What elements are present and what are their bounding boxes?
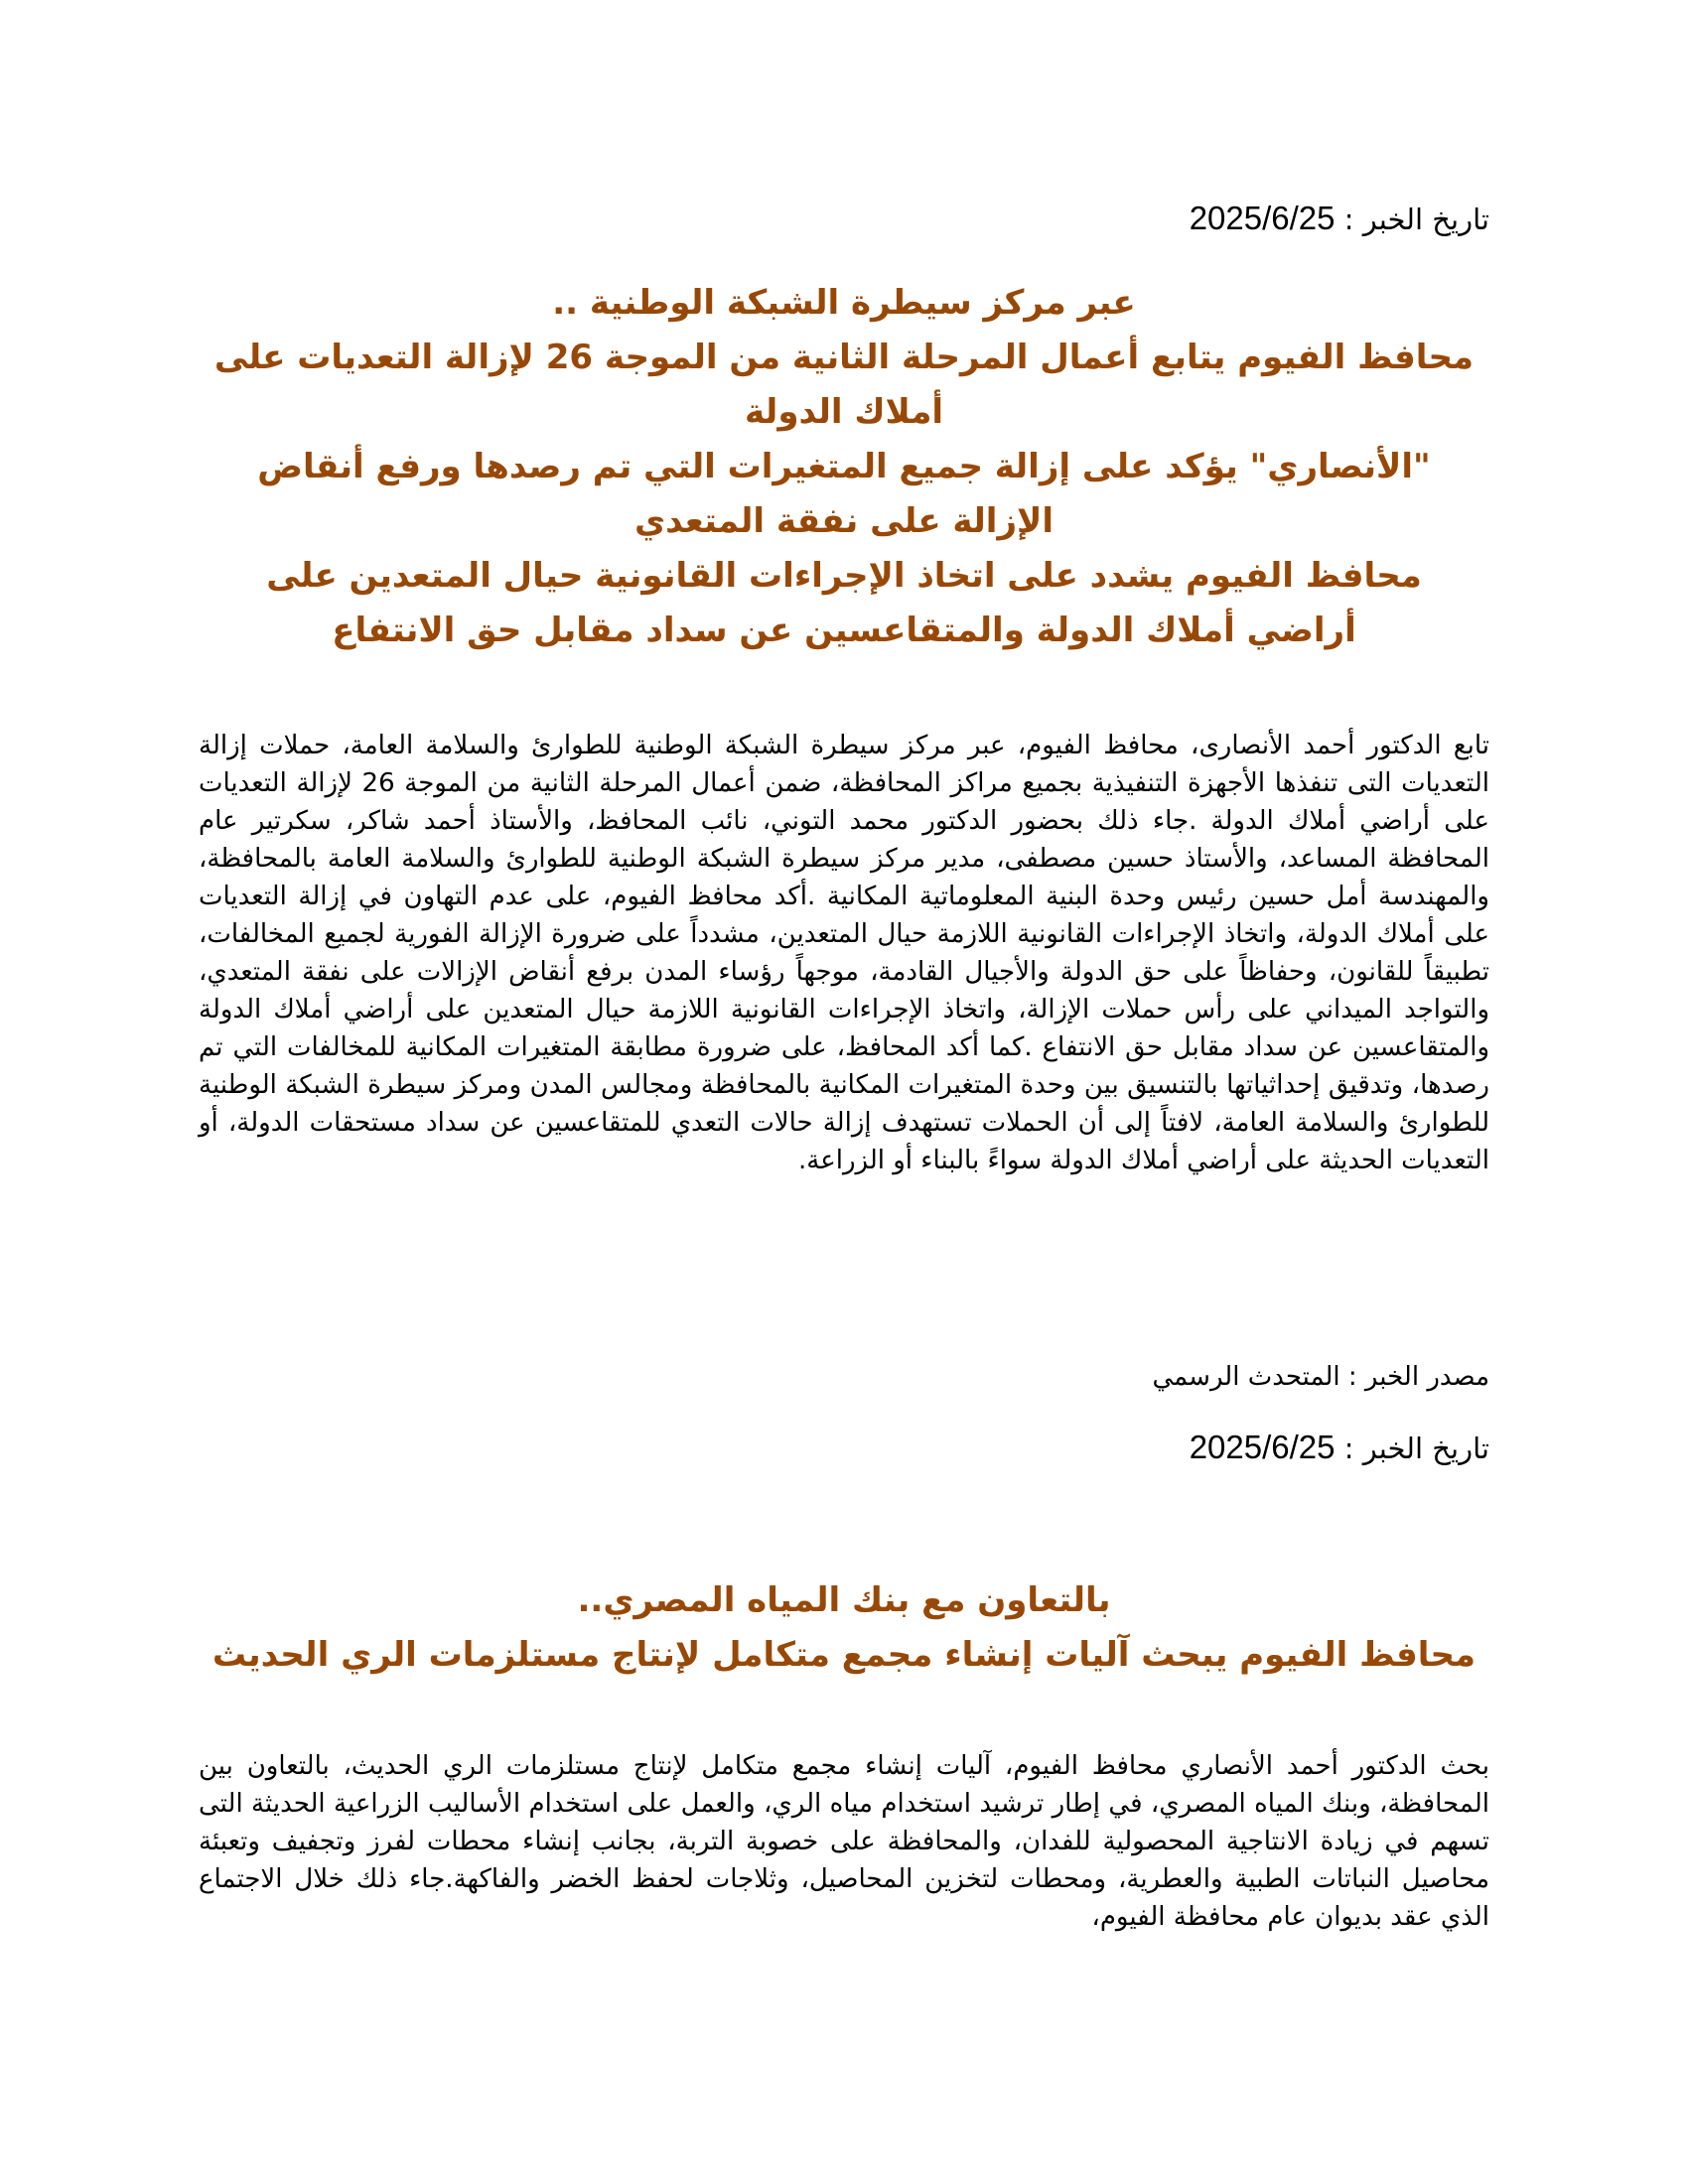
article2-date-value: 2025/6/25 — [1189, 1429, 1336, 1465]
article1-headline-2: محافظ الفيوم يتابع أعمال المرحلة الثانية من الموجة 26 لإزالة التعديات على أملاك الدولة — [213, 338, 1475, 432]
article2-date-label: تاريخ الخبر : — [1343, 1432, 1489, 1465]
article2-date-line — [199, 1428, 1489, 1468]
article2-headline-block — [209, 1573, 1479, 1683]
article1-headline-1: عبر مركز سيطرة الشبكة الوطنية .. — [552, 283, 1136, 323]
article1-date-line — [199, 199, 1489, 239]
article2-headline-1: بالتعاون مع بنك المياه المصري.. — [577, 1580, 1111, 1620]
article1-date-value: 2025/6/25 — [1189, 200, 1336, 236]
article1-headline-4: محافظ الفيوم يشدد على اتخاذ الإجراءات القانونية حيال المتعدين على أراضي أملاك الدولة والمتقاعسين عن سداد مقابل حق الانتفاع — [266, 556, 1422, 650]
article1-headline-3: "الأنصاري" يؤكد على إزالة جميع المتغيرات التي تم رصدها ورفع أنقاض الإزالة على نفقة المتعدي — [257, 447, 1431, 541]
article1-headline-block — [209, 276, 1479, 658]
article1-body: تابع الدكتور أحمد الأنصارى، محافظ الفيوم، عبر مركز سيطرة الشبكة الوطنية للطوارئ والسلامة العامة، حملات إزالة التعديات التى تنفذها الأجهزة التنفيذية بجميع مراكز المحافظة، ضمن أعمال المرحلة الثانية من الموجة 26 لإزالة التعديات على أراضي أملاك الدولة .جاء ذلك بحضور الدكتور محمد التوني، نائب المحافظ، والأستاذ أحمد شاكر، سكرتير عام المحافظة المساعد، والأستاذ حسين مصطفى، مدير مركز سيطرة الشبكة الوطنية للطوارئ والسلامة العامة بالمحافظة، والمهندسة أمل حسين رئيس وحدة البنية المعلوماتية المكانية .أكد محافظ الفيوم، على عدم التهاون في إزالة التعديات على أملاك الدولة، واتخاذ الإجراءات القانونية اللازمة حيال المتعدين، مشدداً على ضرورة الإزالة الفورية لجميع المخالفات، تطبيقاً للقانون، وحفاظاً على حق الدولة والأجيال القادمة، موجهاً رؤساء المدن برفع أنقاض الإزالات على نفقة المتعدي، والتواجد الميداني على رأس حملات الإزالة، واتخاذ الإجراءات القانونية اللازمة حيال المتعدين على أراضي أملاك الدولة والمتقاعسين عن سداد مقابل حق الانتفاع .كما أكد المحافظ، على ضرورة مطابقة المتغيرات المكانية للمخالفات التي تم رصدها، وتدقيق إحداثياتها بالتنسيق بين وحدة المتغيرات المكانية بالمحافظة ومجالس المدن ومركز سيطرة الشبكة الوطنية للطوارئ والسلامة العامة، لافتاً إلى أن الحملات تستهدف إزالة حالات التعدي للمتقاعسين عن سداد مستحقات الدولة، أو التعديات الحديثة على أراضي أملاك الدولة سواءً بالبناء أو الزراعة. — [199, 731, 1489, 1175]
article2-headline-2: محافظ الفيوم يبحث آليات إنشاء مجمع متكامل لإنتاج مستلزمات الري الحديث — [211, 1635, 1477, 1675]
article1-source-line: مصدر الخبر : المتحدث الرسمي — [1152, 1362, 1489, 1392]
article1-date-label: تاريخ الخبر : — [1343, 203, 1489, 236]
article2-body: بحث الدكتور أحمد الأنصاري محافظ الفيوم، آليات إنشاء مجمع متكامل لإنتاج مستلزمات الري الحديث، بالتعاون بين المحافظة، وبنك المياه المصري، في إطار ترشيد استخدام مياه الري، والعمل على استخدام الأساليب الزراعية الحديثة التى تسهم في زيادة الانتاجية المحصولية للفدان، والمحافظة على خصوبة التربة، بجانب إنشاء محطات لفرز وتجفيف وتعبئة محاصيل النباتات الطبية والعطرية، ومحطات لتخزين المحاصيل، وثلاجات لحفظ الخضر والفاكهة.جاء ذلك خلال الاجتماع الذي عقد بديوان عام محافظة الفيوم، — [199, 1751, 1489, 1932]
